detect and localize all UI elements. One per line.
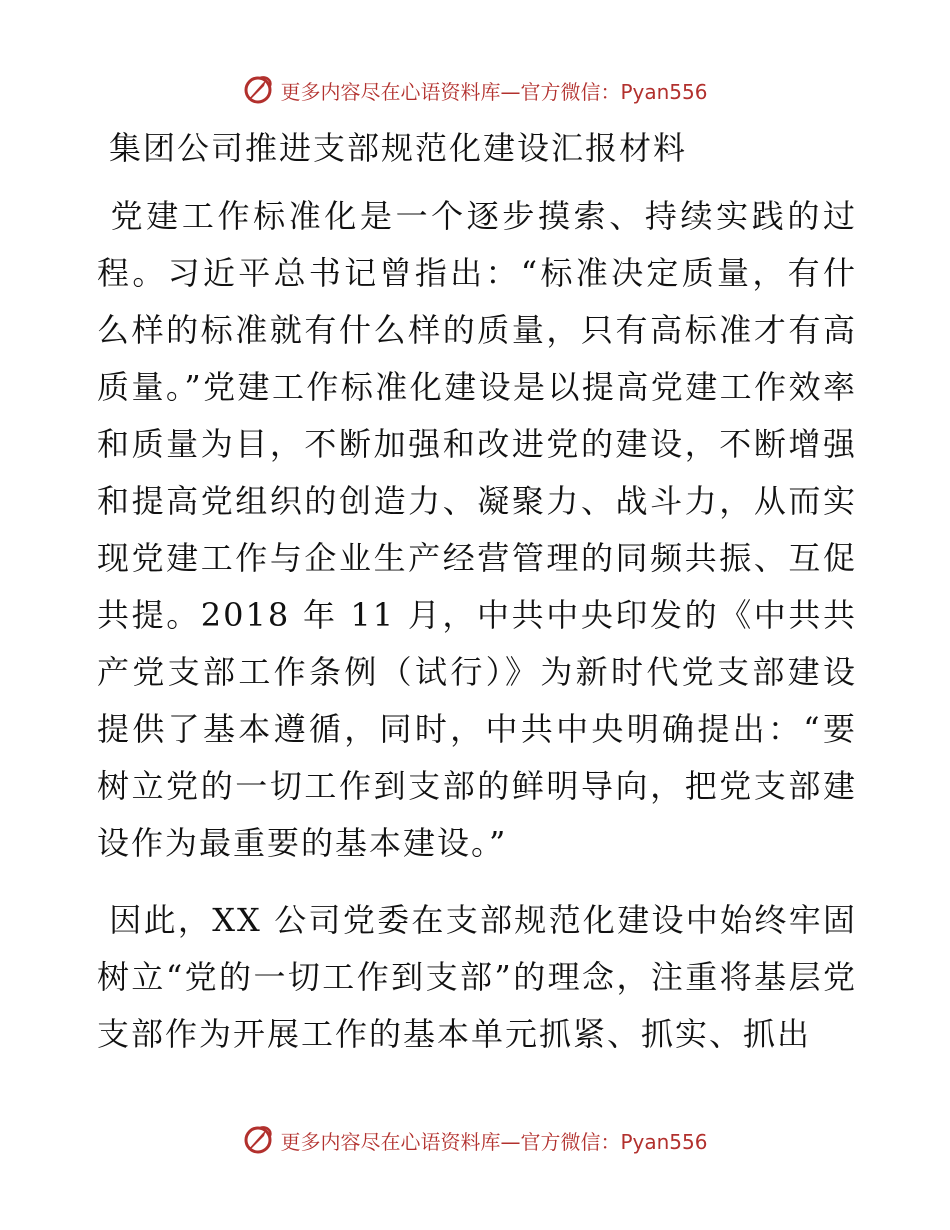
watermark-text: 更多内容尽在心语资料库—官方微信：Pyan556 [280,79,708,104]
document-paragraph [97,188,857,872]
document-paragraph [97,892,857,1063]
quill-pen-circle-icon [242,74,274,106]
document-title: 集团公司推进支部规范化建设汇报材料 [109,129,688,167]
watermark-footer-inner [242,1124,707,1156]
watermark-header-inner [242,74,707,106]
document-body [97,120,857,1063]
paragraph-text: 因此，XX 公司党委在支部规范化建设中始终牢固树立“党的一切工作到支部”的理念，注重将基层党支部作为开展工作的基本单元抓紧、抓实、抓出 [97,901,857,1053]
watermark-text: 更多内容尽在心语资料库—官方微信：Pyan556 [280,1129,708,1154]
paragraph-text: 党建工作标准化是一个逐步摸索、持续实践的过程。习近平总书记曾指出：“标准决定质量，有什么样的标准就有什么样的质量，只有高标准才有高质量。”党建工作标准化建设是以提高党建工作效率和质量为目，不断加强和改进党的建设，不断增强和提高党组织的创造力、凝聚力、战斗力，从而实现党建工作与企业生产经营管理的同频共振、互促共提。2018 年 11 月，中共中央印发的《中共共产党支部工作条例（试行）》为新时代党支部建设提供了基本遵循，同时，中共中央明确提出：“要树立党的一切工作到支部的鲜明导向，把党支部建设作为最重要的基本建设。” [97,197,857,862]
watermark-footer [0,1120,950,1160]
watermark-header [0,70,950,110]
quill-pen-circle-icon [242,1124,274,1156]
